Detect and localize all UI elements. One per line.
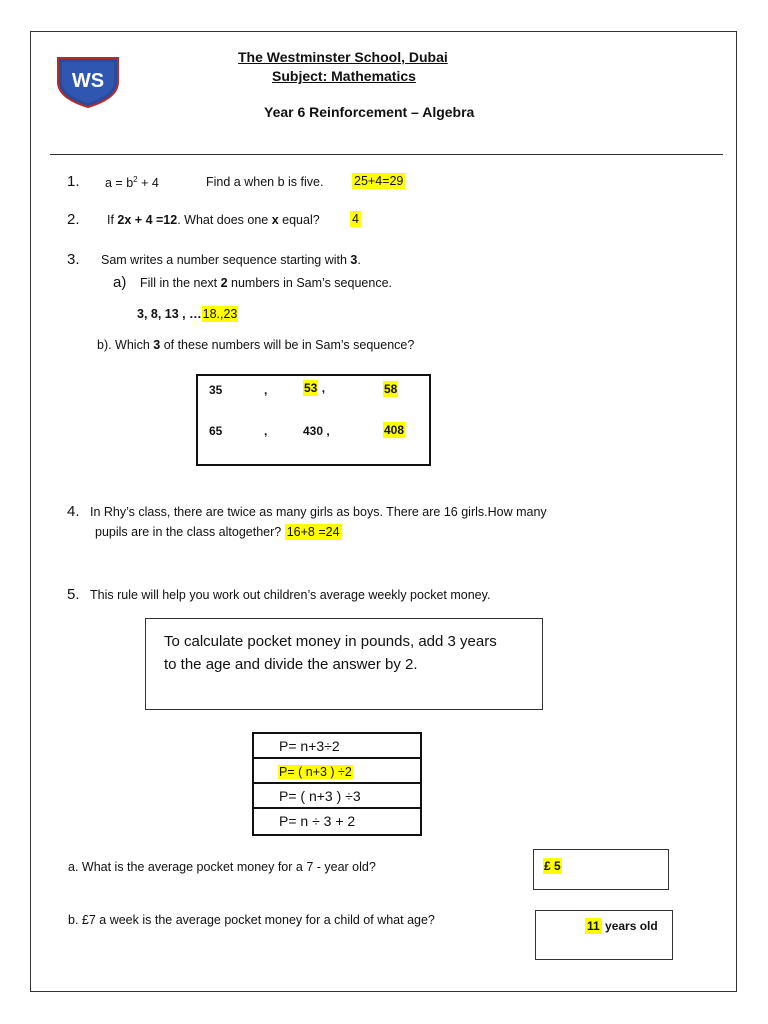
q2-number: 2. [67,211,80,228]
q3b-text: b). Which 3 of these numbers will be in Sam’s sequence? [97,338,415,352]
q3-intro: Sam writes a number sequence starting with 3. [101,253,361,267]
q2-text: If 2x + 4 =12. What does one x equal? [107,213,320,227]
q3a-text: Fill in the next 2 numbers in Sam’s sequence. [140,276,392,290]
rule-line1: To calculate pocket money in pounds, add 3 years [164,633,497,650]
q3a-answer: 18.,23 [202,307,238,321]
q5b-answer-box [535,910,673,960]
q2-answer: 4 [352,212,359,226]
q3-sequence: 3, 8, 13 , …18.,23 [137,307,238,321]
worksheet-title: Year 6 Reinforcement – Algebra [264,104,475,120]
formula-option: P= ( n+3 ) ÷2 [254,759,420,784]
logo-text: WS [71,70,105,92]
q4-answer: 16+8 =24 [286,525,340,539]
q5a-answer: £ 5 [544,859,561,873]
q3b-cell: 430 , [303,424,330,438]
q1-prompt: Find a when b is five. [206,175,324,189]
q3b-cell: 65 [209,424,223,438]
q4-line1: In Rhy’s class, there are twice as many girls as boys. There are 16 girls.How many [90,505,547,519]
q4-line2: pupils are in the class altogether? 16+8 =24 [95,525,340,539]
header-divider [50,154,723,155]
q3-number: 3. [67,251,80,268]
q5-number: 5. [67,586,80,603]
q5b-answer: 11 years old [587,919,658,933]
formula-option: P= n ÷ 3 + 2 [279,813,356,829]
q3b-comma: , [264,383,268,397]
formula-option: P= n+3÷2 [254,734,420,759]
q5-intro: This rule will help you work out children’s average weekly pocket money. [90,588,491,602]
school-logo [56,56,120,108]
subject-title: Subject: Mathematics [272,68,416,84]
q1-equation: $a = b^2 + 4$ [105,175,159,191]
school-name: The Westminster School, Dubai [238,49,448,65]
q5a-text: a. What is the average pocket money for a 7 - year old? [68,860,376,874]
q4-number: 4. [67,503,80,520]
q1-number: 1. [67,173,80,190]
q5b-text: b. £7 a week is the average pocket money for a child of what age? [68,913,435,927]
formula-options-table [252,732,422,836]
formula-option: P= ( n+3 ) ÷3 [254,784,420,809]
q3b-cell: 58 [384,382,398,396]
q3a-label: a) [113,274,127,291]
q3b-comma: , [264,424,268,438]
q1-answer: 25+4=29 [354,174,404,188]
q3b-cell: 35 [209,383,223,397]
q3b-cell: 53 , [304,381,326,395]
rule-line2: to the age and divide the answer by 2. [164,656,418,673]
q3b-cell: 408 [384,423,405,437]
